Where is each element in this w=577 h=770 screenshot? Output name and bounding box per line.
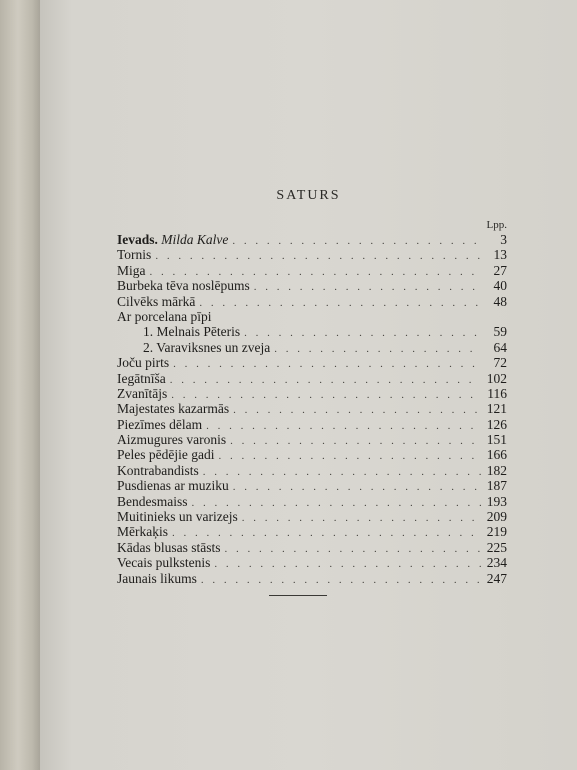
toc-row bbox=[117, 463, 507, 478]
toc-page: 126 bbox=[486, 416, 507, 432]
toc-title: Bendesmaiss bbox=[117, 493, 188, 509]
toc-page: 187 bbox=[486, 478, 507, 494]
toc-row bbox=[117, 294, 507, 309]
leader-dots bbox=[214, 557, 481, 572]
toc-section-title: Ar porcelana pīpi bbox=[117, 308, 212, 324]
toc-title: 1. Melnais Pēteris bbox=[143, 324, 241, 340]
toc-page: 182 bbox=[486, 462, 507, 478]
toc-page: 193 bbox=[486, 493, 507, 509]
toc-title: 2. Varaviksnes un zveja bbox=[143, 339, 271, 355]
toc-title: Piezīmes dēlam bbox=[117, 416, 203, 432]
toc-page: 72 bbox=[493, 355, 507, 371]
page-column-label: Lpp. bbox=[486, 219, 507, 231]
leader-dots bbox=[218, 449, 481, 464]
toc-row bbox=[117, 263, 507, 278]
leader-dots bbox=[155, 249, 481, 264]
toc-title: Pusdienas ar muziku bbox=[117, 478, 229, 494]
leader-dots bbox=[254, 280, 481, 295]
closing-rule bbox=[269, 595, 327, 596]
toc-page: 116 bbox=[487, 385, 507, 401]
book-gutter bbox=[0, 0, 40, 770]
toc-title: Peles pēdējie gadi bbox=[117, 447, 215, 463]
toc-row-intro bbox=[117, 232, 507, 247]
toc-row bbox=[117, 355, 507, 370]
leader-dots bbox=[233, 480, 481, 495]
contents-heading: SATURS bbox=[276, 188, 341, 203]
toc-page: 64 bbox=[493, 339, 507, 355]
toc-page: 247 bbox=[486, 570, 507, 586]
toc-page: 234 bbox=[486, 555, 507, 571]
leader-dots bbox=[233, 403, 481, 418]
toc-page: 166 bbox=[486, 447, 507, 463]
toc-page: 40 bbox=[493, 278, 507, 294]
leader-dots bbox=[242, 511, 481, 526]
toc-row bbox=[117, 386, 507, 401]
toc-row bbox=[117, 555, 507, 570]
toc-title: Kādas blusas stāsts bbox=[117, 539, 221, 555]
toc-intro-author: Milda Kalve bbox=[161, 232, 229, 247]
toc-page: 121 bbox=[486, 401, 507, 417]
toc-intro-page: 3 bbox=[500, 232, 507, 247]
toc-title: Tornis bbox=[117, 247, 152, 263]
leader-dots bbox=[203, 465, 481, 480]
toc-row bbox=[117, 401, 507, 416]
toc-row-sub bbox=[117, 324, 507, 339]
toc-row bbox=[117, 432, 507, 447]
toc-intro-label: Ievads. bbox=[117, 232, 158, 247]
toc-row bbox=[117, 540, 507, 555]
toc-page: 209 bbox=[486, 509, 507, 525]
toc-title: Iegātnīša bbox=[117, 370, 166, 386]
toc-row bbox=[117, 478, 507, 493]
toc-title: Kontrabandists bbox=[117, 462, 199, 478]
toc-page: 48 bbox=[493, 293, 507, 309]
leader-dots bbox=[244, 326, 481, 341]
leader-dots bbox=[225, 542, 482, 557]
toc-title: Joču pirts bbox=[117, 355, 170, 371]
toc-title: Majestates kazarmās bbox=[117, 401, 230, 417]
toc-row bbox=[117, 417, 507, 432]
toc-row bbox=[117, 571, 507, 586]
leader-dots bbox=[201, 573, 481, 588]
leader-dots bbox=[230, 434, 481, 449]
leader-dots bbox=[173, 357, 481, 372]
toc-row bbox=[117, 278, 507, 293]
toc-title: Zvanītājs bbox=[117, 385, 168, 401]
toc-title: Jaunais likums bbox=[117, 570, 197, 586]
toc-row bbox=[117, 509, 507, 524]
toc-row-sub bbox=[117, 340, 507, 355]
toc-intro-title bbox=[117, 232, 228, 247]
toc-page: 59 bbox=[493, 324, 507, 340]
toc-page: 102 bbox=[486, 370, 507, 386]
table-of-contents bbox=[117, 232, 507, 586]
toc-title: Cilvēks mārkā bbox=[117, 293, 196, 309]
toc-row bbox=[117, 447, 507, 462]
leader-dots bbox=[199, 296, 481, 311]
toc-page: 151 bbox=[486, 432, 507, 448]
toc-page: 27 bbox=[493, 262, 507, 278]
toc-page: 219 bbox=[486, 524, 507, 540]
toc-row-section bbox=[117, 309, 507, 324]
leader-dots bbox=[206, 419, 481, 434]
toc-title: Muitinieks un varizejs bbox=[117, 509, 238, 525]
leader-dots bbox=[274, 342, 481, 357]
toc-row bbox=[117, 524, 507, 539]
toc-title: Miga bbox=[117, 262, 146, 278]
toc-row bbox=[117, 247, 507, 262]
book-page bbox=[40, 0, 577, 770]
toc-title: Aizmugures varonis bbox=[117, 432, 227, 448]
toc-title: Vecais pulkstenis bbox=[117, 555, 211, 571]
leader-dots bbox=[232, 234, 481, 249]
toc-title: Burbeka tēva noslēpums bbox=[117, 278, 250, 294]
leader-dots bbox=[170, 373, 481, 388]
toc-page: 13 bbox=[493, 247, 507, 263]
toc-page: 225 bbox=[486, 539, 507, 555]
toc-row bbox=[117, 371, 507, 386]
toc-row bbox=[117, 494, 507, 509]
toc-title: Mērkaķis bbox=[117, 524, 168, 540]
